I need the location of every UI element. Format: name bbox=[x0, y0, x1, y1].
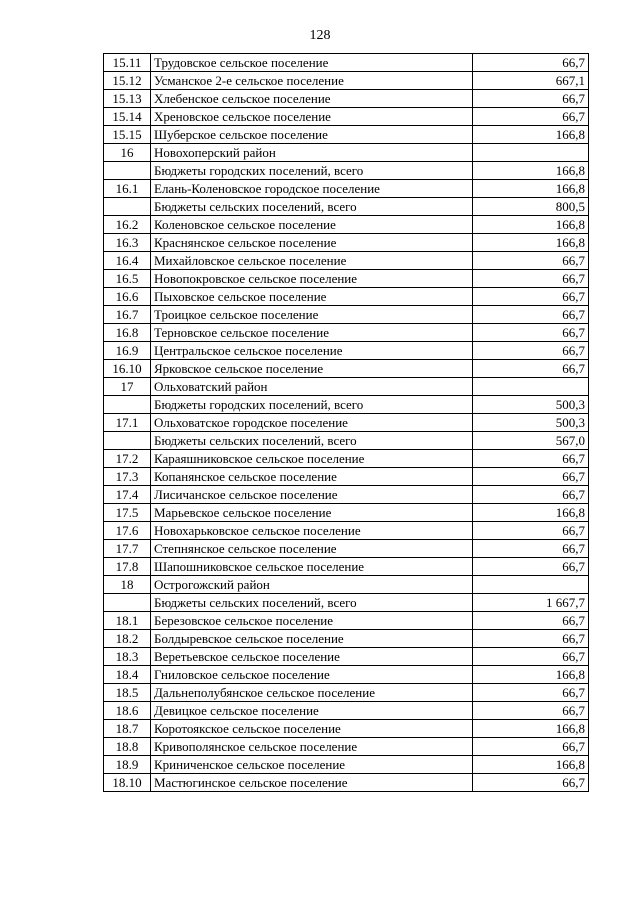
amount-cell: 66,7 bbox=[473, 738, 589, 756]
table-row bbox=[104, 594, 589, 612]
settlement-name-cell: Ольховатское городское поселение bbox=[151, 414, 473, 432]
settlement-name-cell: Дальнеполубянское сельское поселение bbox=[151, 684, 473, 702]
amount-cell: 1 667,7 bbox=[473, 594, 589, 612]
row-number-cell: 18.4 bbox=[104, 666, 151, 684]
settlement-name-cell: Бюджеты сельских поселений, всего bbox=[151, 432, 473, 450]
amount-cell: 166,8 bbox=[473, 180, 589, 198]
row-number-cell: 18.8 bbox=[104, 738, 151, 756]
settlement-name-cell: Гниловское сельское поселение bbox=[151, 666, 473, 684]
amount-cell: 66,7 bbox=[473, 522, 589, 540]
amount-cell: 166,8 bbox=[473, 666, 589, 684]
row-number-cell: 18.9 bbox=[104, 756, 151, 774]
row-number-cell: 18.2 bbox=[104, 630, 151, 648]
table-row bbox=[104, 504, 589, 522]
amount-cell: 66,7 bbox=[473, 324, 589, 342]
amount-cell: 66,7 bbox=[473, 612, 589, 630]
amount-cell: 66,7 bbox=[473, 486, 589, 504]
amount-cell: 66,7 bbox=[473, 360, 589, 378]
amount-cell: 66,7 bbox=[473, 468, 589, 486]
amount-cell: 567,0 bbox=[473, 432, 589, 450]
settlement-name-cell: Бюджеты городских поселений, всего bbox=[151, 396, 473, 414]
amount-cell: 66,7 bbox=[473, 630, 589, 648]
table-row bbox=[104, 612, 589, 630]
table-row bbox=[104, 720, 589, 738]
settlement-name-cell: Болдыревское сельское поселение bbox=[151, 630, 473, 648]
row-number-cell: 15.12 bbox=[104, 72, 151, 90]
amount-cell: 66,7 bbox=[473, 450, 589, 468]
amount-cell: 66,7 bbox=[473, 270, 589, 288]
amount-cell: 667,1 bbox=[473, 72, 589, 90]
row-number-cell: 17.8 bbox=[104, 558, 151, 576]
settlement-name-cell: Шуберское сельское поселение bbox=[151, 126, 473, 144]
settlement-name-cell: Бюджеты сельских поселений, всего bbox=[151, 594, 473, 612]
settlement-name-cell: Лисичанское сельское поселение bbox=[151, 486, 473, 504]
settlement-name-cell: Хреновское сельское поселение bbox=[151, 108, 473, 126]
amount-cell: 800,5 bbox=[473, 198, 589, 216]
row-number-cell: 18 bbox=[104, 576, 151, 594]
row-number-cell: 15.13 bbox=[104, 90, 151, 108]
table-row bbox=[104, 540, 589, 558]
table-row bbox=[104, 324, 589, 342]
table-row bbox=[104, 54, 589, 72]
settlement-name-cell: Криниченское сельское поселение bbox=[151, 756, 473, 774]
amount-cell bbox=[473, 144, 589, 162]
amount-cell bbox=[473, 378, 589, 396]
amount-cell: 166,8 bbox=[473, 216, 589, 234]
budget-table bbox=[103, 53, 589, 792]
row-number-cell: 16.5 bbox=[104, 270, 151, 288]
settlement-name-cell: Ярковское сельское поселение bbox=[151, 360, 473, 378]
amount-cell: 500,3 bbox=[473, 396, 589, 414]
row-number-cell: 15.15 bbox=[104, 126, 151, 144]
settlement-name-cell: Острогожский район bbox=[151, 576, 473, 594]
amount-cell: 66,7 bbox=[473, 774, 589, 792]
table-row bbox=[104, 414, 589, 432]
table-row bbox=[104, 108, 589, 126]
amount-cell: 66,7 bbox=[473, 684, 589, 702]
row-number-cell: 17.1 bbox=[104, 414, 151, 432]
amount-cell: 66,7 bbox=[473, 54, 589, 72]
amount-cell: 500,3 bbox=[473, 414, 589, 432]
amount-cell: 66,7 bbox=[473, 558, 589, 576]
row-number-cell: 18.7 bbox=[104, 720, 151, 738]
row-number-cell: 16.1 bbox=[104, 180, 151, 198]
row-number-cell: 16.4 bbox=[104, 252, 151, 270]
settlement-name-cell: Коротоякское сельское поселение bbox=[151, 720, 473, 738]
amount-cell: 66,7 bbox=[473, 540, 589, 558]
row-number-cell bbox=[104, 594, 151, 612]
table-row bbox=[104, 558, 589, 576]
amount-cell: 166,8 bbox=[473, 162, 589, 180]
row-number-cell: 16.10 bbox=[104, 360, 151, 378]
settlement-name-cell: Усманское 2-е сельское поселение bbox=[151, 72, 473, 90]
settlement-name-cell: Кривополянское сельское поселение bbox=[151, 738, 473, 756]
amount-cell: 166,8 bbox=[473, 234, 589, 252]
table-row bbox=[104, 144, 589, 162]
row-number-cell: 16.9 bbox=[104, 342, 151, 360]
row-number-cell: 15.11 bbox=[104, 54, 151, 72]
amount-cell: 166,8 bbox=[473, 504, 589, 522]
settlement-name-cell: Центральское сельское поселение bbox=[151, 342, 473, 360]
table-row bbox=[104, 666, 589, 684]
settlement-name-cell: Хлебенское сельское поселение bbox=[151, 90, 473, 108]
budget-table-body bbox=[104, 54, 589, 792]
amount-cell: 66,7 bbox=[473, 252, 589, 270]
table-row bbox=[104, 576, 589, 594]
table-row bbox=[104, 216, 589, 234]
table-row bbox=[104, 756, 589, 774]
settlement-name-cell: Терновское сельское поселение bbox=[151, 324, 473, 342]
settlement-name-cell: Караяшниковское сельское поселение bbox=[151, 450, 473, 468]
settlement-name-cell: Краснянское сельское поселение bbox=[151, 234, 473, 252]
table-row bbox=[104, 234, 589, 252]
settlement-name-cell: Коленовское сельское поселение bbox=[151, 216, 473, 234]
row-number-cell: 16 bbox=[104, 144, 151, 162]
table-row bbox=[104, 648, 589, 666]
settlement-name-cell: Новохоперский район bbox=[151, 144, 473, 162]
table-row bbox=[104, 468, 589, 486]
row-number-cell: 16.2 bbox=[104, 216, 151, 234]
table-row bbox=[104, 180, 589, 198]
table-row bbox=[104, 702, 589, 720]
settlement-name-cell: Шапошниковское сельское поселение bbox=[151, 558, 473, 576]
amount-cell: 66,7 bbox=[473, 108, 589, 126]
row-number-cell bbox=[104, 396, 151, 414]
row-number-cell: 18.3 bbox=[104, 648, 151, 666]
table-row bbox=[104, 738, 589, 756]
page-number: 128 bbox=[309, 28, 331, 43]
row-number-cell bbox=[104, 432, 151, 450]
amount-cell: 66,7 bbox=[473, 648, 589, 666]
row-number-cell: 17 bbox=[104, 378, 151, 396]
settlement-name-cell: Троицкое сельское поселение bbox=[151, 306, 473, 324]
settlement-name-cell: Михайловское сельское поселение bbox=[151, 252, 473, 270]
settlement-name-cell: Девицкое сельское поселение bbox=[151, 702, 473, 720]
settlement-name-cell: Степнянское сельское поселение bbox=[151, 540, 473, 558]
row-number-cell: 17.5 bbox=[104, 504, 151, 522]
amount-cell: 166,8 bbox=[473, 720, 589, 738]
settlement-name-cell: Елань-Коленовское городское поселение bbox=[151, 180, 473, 198]
table-row bbox=[104, 252, 589, 270]
table-row bbox=[104, 360, 589, 378]
settlement-name-cell: Новохарьковское сельское поселение bbox=[151, 522, 473, 540]
row-number-cell: 16.7 bbox=[104, 306, 151, 324]
table-row bbox=[104, 162, 589, 180]
table-row bbox=[104, 432, 589, 450]
table-row bbox=[104, 198, 589, 216]
row-number-cell: 18.1 bbox=[104, 612, 151, 630]
amount-cell: 66,7 bbox=[473, 306, 589, 324]
row-number-cell: 17.2 bbox=[104, 450, 151, 468]
row-number-cell: 17.3 bbox=[104, 468, 151, 486]
table-row bbox=[104, 342, 589, 360]
row-number-cell: 17.4 bbox=[104, 486, 151, 504]
settlement-name-cell: Копанянское сельское поселение bbox=[151, 468, 473, 486]
table-row bbox=[104, 486, 589, 504]
settlement-name-cell: Мастюгинское сельское поселение bbox=[151, 774, 473, 792]
amount-cell bbox=[473, 576, 589, 594]
amount-cell: 66,7 bbox=[473, 90, 589, 108]
row-number-cell: 17.7 bbox=[104, 540, 151, 558]
amount-cell: 66,7 bbox=[473, 342, 589, 360]
table-row bbox=[104, 288, 589, 306]
row-number-cell bbox=[104, 198, 151, 216]
amount-cell: 66,7 bbox=[473, 288, 589, 306]
row-number-cell: 18.10 bbox=[104, 774, 151, 792]
row-number-cell bbox=[104, 162, 151, 180]
table-row bbox=[104, 774, 589, 792]
table-row bbox=[104, 396, 589, 414]
table-row bbox=[104, 90, 589, 108]
table-row bbox=[104, 378, 589, 396]
row-number-cell: 18.6 bbox=[104, 702, 151, 720]
row-number-cell: 16.3 bbox=[104, 234, 151, 252]
settlement-name-cell: Бюджеты городских поселений, всего bbox=[151, 162, 473, 180]
table-row bbox=[104, 306, 589, 324]
settlement-name-cell: Ольховатский район bbox=[151, 378, 473, 396]
settlement-name-cell: Бюджеты сельских поселений, всего bbox=[151, 198, 473, 216]
table-row bbox=[104, 126, 589, 144]
table-row bbox=[104, 450, 589, 468]
row-number-cell: 17.6 bbox=[104, 522, 151, 540]
row-number-cell: 16.6 bbox=[104, 288, 151, 306]
amount-cell: 166,8 bbox=[473, 756, 589, 774]
settlement-name-cell: Новопокровское сельское поселение bbox=[151, 270, 473, 288]
amount-cell: 66,7 bbox=[473, 702, 589, 720]
table-row bbox=[104, 72, 589, 90]
table-row bbox=[104, 522, 589, 540]
table-row bbox=[104, 270, 589, 288]
table-row bbox=[104, 630, 589, 648]
row-number-cell: 16.8 bbox=[104, 324, 151, 342]
settlement-name-cell: Веретьевское сельское поселение bbox=[151, 648, 473, 666]
row-number-cell: 15.14 bbox=[104, 108, 151, 126]
amount-cell: 166,8 bbox=[473, 126, 589, 144]
settlement-name-cell: Пыховское сельское поселение bbox=[151, 288, 473, 306]
row-number-cell: 18.5 bbox=[104, 684, 151, 702]
settlement-name-cell: Марьевское сельское поселение bbox=[151, 504, 473, 522]
settlement-name-cell: Трудовское сельское поселение bbox=[151, 54, 473, 72]
table-row bbox=[104, 684, 589, 702]
settlement-name-cell: Березовское сельское поселение bbox=[151, 612, 473, 630]
